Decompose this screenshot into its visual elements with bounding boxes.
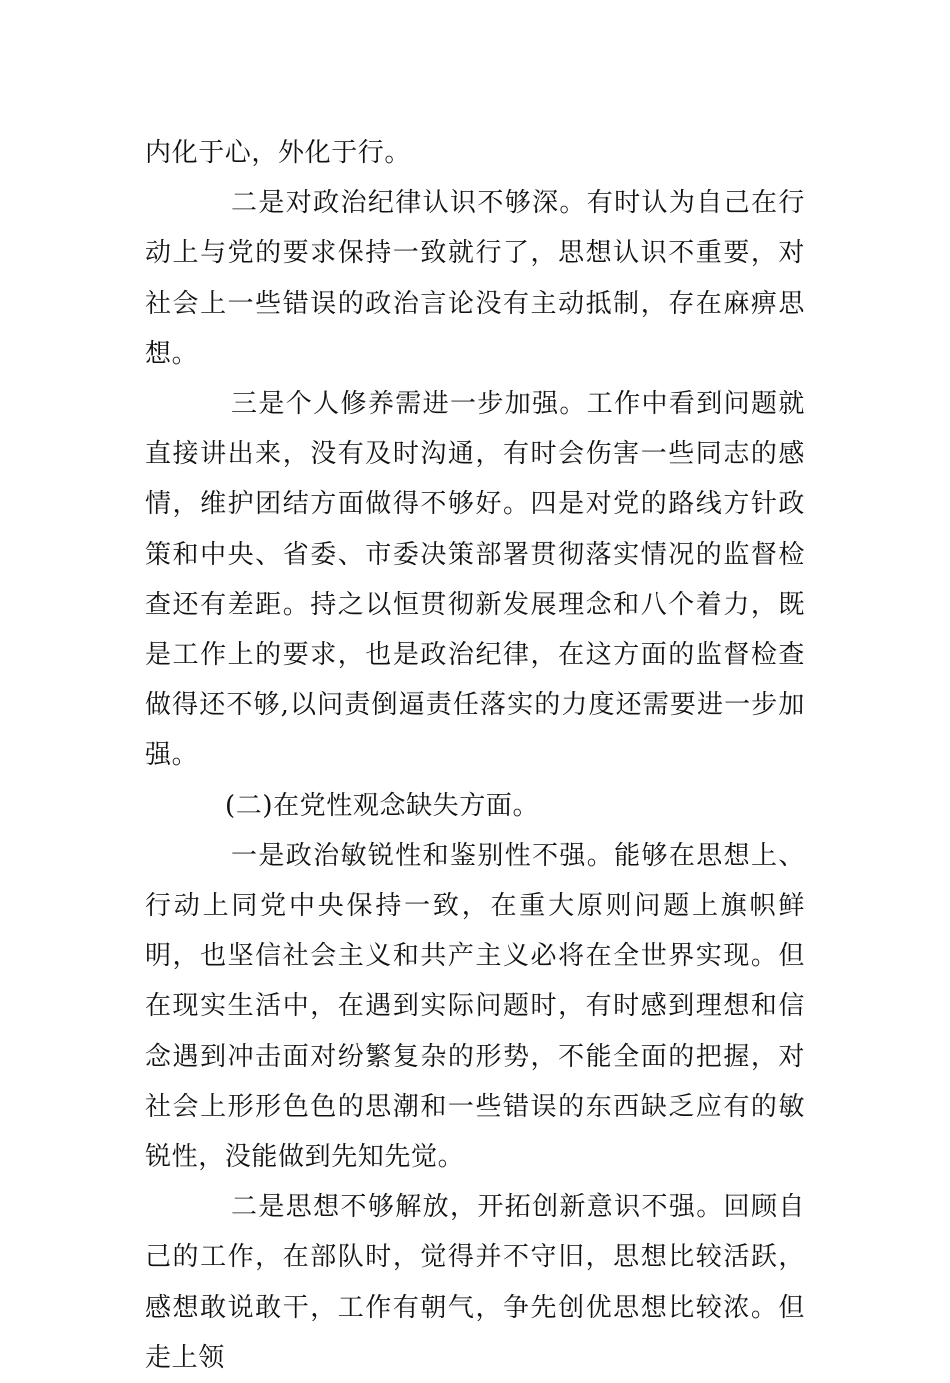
paragraph-personal-cultivation: 三是个人修养需进一步加强。工作中看到问题就直接讲出来，没有及时沟通，有时会伤害一些同志的感情，维护团结方面做得不够好。四是对党的路线方针政策和中央、省委、市委决策部署贯彻落实情况的监督检查还有差距。持之以恒贯彻新发展理念和八个着力，既是工作上的要求，也是政治纪律，在这方面的监督检查做得还不够,以问责倒逼责任落实的力度还需要进一步加强。 bbox=[145, 389, 805, 771]
paragraph-political-sensitivity: 一是政治敏锐性和鉴别性不强。能够在思想上、行动上同党中央保持一致，在重大原则问题上旗帜鲜明，也坚信社会主义和共产主义必将在全世界实现。但在现实生活中，在遇到实际问题时，有时感到理想和信念遇到冲击面对纷繁复杂的形势，不能全面的把握，对社会上形形色色的思潮和一些错误的东西缺乏应有的敏锐性，没能做到先知先觉。 bbox=[145, 840, 805, 1173]
section-heading-party-spirit: (二)在党性观念缺失方面。 bbox=[225, 790, 540, 821]
paragraph-political-discipline: 二是对政治纪律认识不够深。有时认为自己在行动上与党的要求保持一致就行了，思想认识不重要，对社会上一些错误的政治言论没有主动抵制，存在麻痹思想。 bbox=[145, 188, 805, 369]
document-body bbox=[145, 128, 805, 1383]
paragraph-innovation: 二是思想不够解放，开拓创新意识不强。回顾自己的工作，在部队时，觉得并不守旧，思想比较活跃，感想敢说敢干，工作有朝气，争先创优思想比较浓。但走上领 bbox=[145, 1192, 805, 1373]
paragraph-continuation: 内化于心，外化于行。 bbox=[145, 138, 412, 168]
